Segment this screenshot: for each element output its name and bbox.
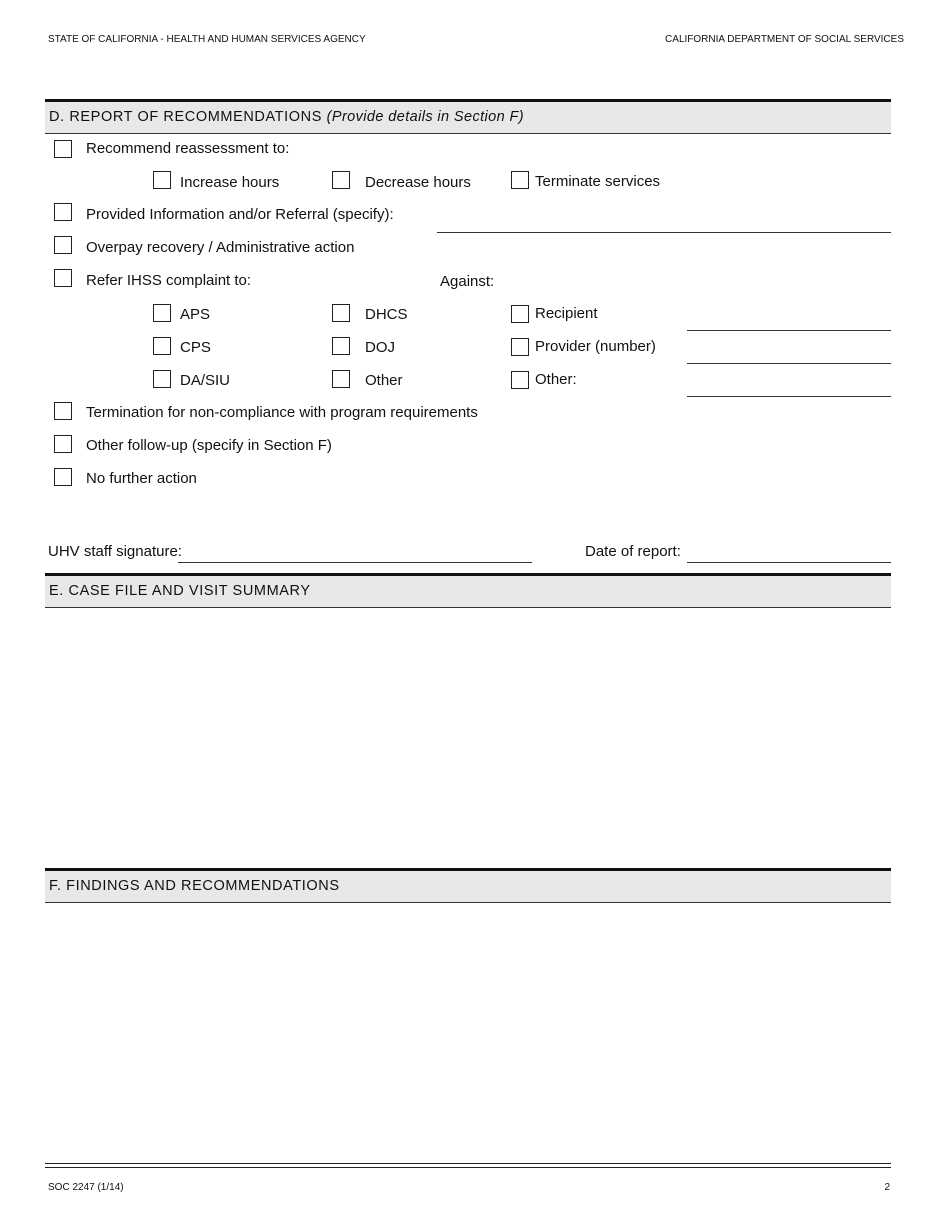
- page-number: 2: [884, 1182, 890, 1193]
- terminate-services-checkbox[interactable]: [511, 171, 529, 189]
- provided-info-label: Provided Information and/or Referral (specify):: [86, 206, 394, 223]
- section-e-title: E. CASE FILE AND VISIT SUMMARY: [49, 583, 311, 599]
- overpay-recovery-checkbox[interactable]: [54, 236, 72, 254]
- no-further-action-label: No further action: [86, 470, 197, 487]
- termination-label: Termination for non-compliance with program requirements: [86, 404, 478, 421]
- findings-area[interactable]: [45, 905, 891, 1160]
- section-d-title-note: (Provide details in Section F): [326, 109, 524, 125]
- other-against-input-line[interactable]: [687, 396, 891, 397]
- department-header: CALIFORNIA DEPARTMENT OF SOCIAL SERVICES: [665, 34, 904, 45]
- decrease-hours-checkbox[interactable]: [332, 171, 350, 189]
- refer-complaint-label: Refer IHSS complaint to:: [86, 272, 252, 289]
- other-followup-label: Other follow-up (specify in Section F): [86, 437, 332, 454]
- no-further-action-checkbox[interactable]: [54, 468, 72, 486]
- agency-header: STATE OF CALIFORNIA - HEALTH AND HUMAN SERVICES AGENCY: [48, 34, 366, 45]
- aps-label: APS: [180, 306, 211, 323]
- section-d-header: [45, 99, 891, 134]
- date-of-report-input-line[interactable]: [687, 562, 891, 563]
- cps-label: CPS: [180, 339, 211, 356]
- other-against-label: Other:: [535, 371, 577, 388]
- recommend-reassessment-checkbox[interactable]: [54, 140, 72, 158]
- aps-checkbox[interactable]: [153, 304, 171, 322]
- section-f-header: [45, 868, 891, 903]
- other-agency-label: Other: [365, 372, 403, 389]
- other-followup-checkbox[interactable]: [54, 435, 72, 453]
- recipient-label: Recipient: [535, 305, 598, 322]
- terminate-services-label: Terminate services: [535, 173, 661, 190]
- doj-label: DOJ: [365, 339, 395, 356]
- recipient-checkbox[interactable]: [511, 305, 529, 323]
- dhcs-label: DHCS: [365, 306, 408, 323]
- increase-hours-checkbox[interactable]: [153, 171, 171, 189]
- provided-info-checkbox[interactable]: [54, 203, 72, 221]
- provided-info-input-line[interactable]: [437, 232, 891, 233]
- other-agency-checkbox[interactable]: [332, 370, 350, 388]
- recipient-input-line[interactable]: [687, 330, 891, 331]
- provider-number-label: Provider (number): [535, 338, 656, 355]
- case-file-summary-area[interactable]: [45, 610, 891, 865]
- overpay-recovery-label: Overpay recovery / Administrative action: [86, 239, 355, 256]
- refer-complaint-checkbox[interactable]: [54, 269, 72, 287]
- form-number: SOC 2247 (1/14): [48, 1182, 124, 1193]
- provider-number-input-line[interactable]: [687, 363, 891, 364]
- section-d-title: [49, 109, 524, 125]
- section-e-header: [45, 573, 891, 608]
- date-of-report-label: Date of report:: [585, 543, 681, 560]
- da-siu-label: DA/SIU: [180, 372, 231, 389]
- other-against-checkbox[interactable]: [511, 371, 529, 389]
- increase-hours-label: Increase hours: [180, 174, 280, 191]
- dhcs-checkbox[interactable]: [332, 304, 350, 322]
- da-siu-checkbox[interactable]: [153, 370, 171, 388]
- section-d-title-text: D. REPORT OF RECOMMENDATIONS: [49, 109, 322, 125]
- recommend-reassessment-label: Recommend reassessment to:: [86, 140, 290, 157]
- signature-input-line[interactable]: [178, 562, 532, 563]
- decrease-hours-label: Decrease hours: [365, 174, 471, 191]
- cps-checkbox[interactable]: [153, 337, 171, 355]
- footer-rule-bottom: [45, 1167, 891, 1168]
- footer-rule-top: [45, 1163, 891, 1164]
- signature-label: UHV staff signature:: [48, 543, 182, 560]
- section-f-title: F. FINDINGS AND RECOMMENDATIONS: [49, 878, 340, 894]
- provider-checkbox[interactable]: [511, 338, 529, 356]
- termination-checkbox[interactable]: [54, 402, 72, 420]
- doj-checkbox[interactable]: [332, 337, 350, 355]
- against-label: Against:: [440, 273, 495, 290]
